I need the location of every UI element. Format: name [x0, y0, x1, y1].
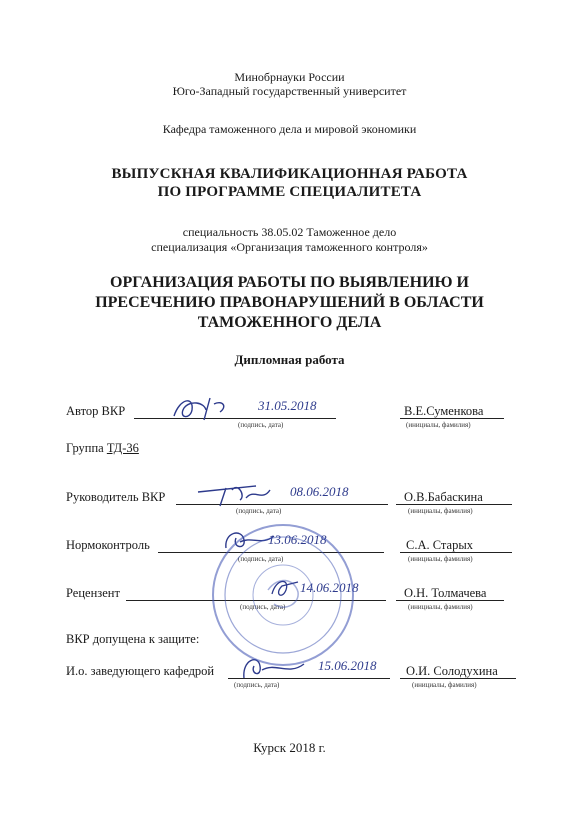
- head-label: И.о. заведующего кафедрой: [66, 664, 215, 678]
- specialization-line: специализация «Организация таможенного контроля»: [151, 240, 428, 254]
- admission-text: ВКР допущена к защите:: [66, 632, 200, 646]
- author-row: [0, 400, 579, 434]
- supervisor-row: [0, 486, 579, 520]
- supervisor-signature: [196, 478, 286, 508]
- supervisor-sign-date: 08.06.2018: [290, 484, 349, 499]
- author-name-caption: (инициалы, фамилия): [406, 421, 471, 429]
- university-seal: [208, 520, 358, 670]
- author-sign-caption: (подпись, дата): [238, 421, 284, 429]
- work-type-line2: ПО ПРОГРАММЕ СПЕЦИАЛИТЕТА: [157, 184, 422, 200]
- group-row: [66, 441, 139, 456]
- head-sign-date: 15.06.2018: [318, 658, 377, 673]
- supervisor-name-caption: (инициалы, фамилия): [408, 507, 473, 515]
- ministry-name: Минобрнауки России: [234, 70, 345, 84]
- head-sign-caption: (подпись, дата): [234, 681, 280, 689]
- author-name: В.Е.Суменкова: [404, 404, 484, 418]
- normcontrol-sign-date: 13.06.2018: [268, 532, 327, 547]
- reviewer-name-caption: (инициалы, фамилия): [408, 603, 473, 611]
- specialty-line: специальность 38.05.02 Таможенное дело: [182, 225, 397, 239]
- city-year: Курск 2018 г.: [253, 740, 326, 755]
- normcontrol-name-caption: (инициалы, фамилия): [408, 555, 473, 563]
- author-sign-date: 31.05.2018: [258, 398, 317, 413]
- work-type-line1: ВЫПУСКНАЯ КВАЛИФИКАЦИОННАЯ РАБОТА: [111, 166, 468, 182]
- normcontrol-name: С.А. Старых: [406, 538, 473, 552]
- head-name: О.И. Солодухина: [406, 664, 498, 678]
- normcontrol-label: Нормоконтроль: [66, 538, 150, 552]
- supervisor-label: Руководитель ВКР: [66, 490, 166, 504]
- supervisor-name: О.В.Бабаскина: [404, 490, 483, 504]
- thesis-title-line2: ПРЕСЕЧЕНИЮ ПРАВОНАРУШЕНИЙ В ОБЛАСТИ: [95, 294, 484, 311]
- normcontrol-sign-caption: (подпись, дата): [238, 555, 284, 563]
- reviewer-label: Рецензент: [66, 586, 120, 600]
- department-name: Кафедра таможенного дела и мировой экономики: [162, 122, 417, 136]
- thesis-title-line3: ТАМОЖЕННОГО ДЕЛА: [197, 314, 382, 331]
- supervisor-sign-caption: (подпись, дата): [236, 507, 282, 515]
- university-name: Юго-Западный государственный университет: [172, 84, 407, 98]
- reviewer-name: О.Н. Толмачева: [404, 586, 487, 600]
- author-label: Автор ВКР: [66, 404, 126, 418]
- reviewer-sign-date: 14.06.2018: [300, 580, 359, 595]
- author-signature: [170, 394, 250, 424]
- work-subtitle: Дипломная работа: [234, 352, 345, 367]
- head-name-caption: (инициалы, фамилия): [412, 681, 477, 689]
- reviewer-sign-caption: (подпись, дата): [240, 603, 286, 611]
- group-value: ТД-36: [106, 441, 139, 455]
- group-label: Группа: [66, 441, 104, 455]
- thesis-title-line1: ОРГАНИЗАЦИЯ РАБОТЫ ПО ВЫЯВЛЕНИЮ И: [110, 274, 469, 291]
